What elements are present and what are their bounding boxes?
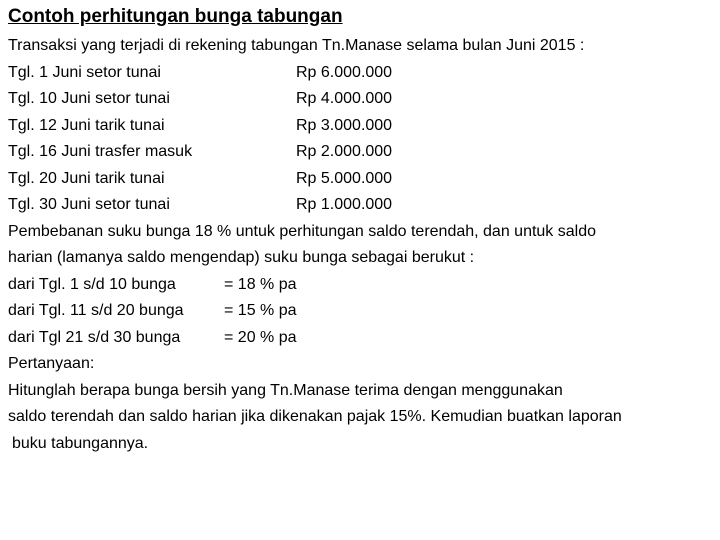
page-title: Contoh perhitungan bunga tabungan — [8, 6, 343, 27]
transaction-list — [8, 60, 714, 219]
transaction-row — [8, 113, 714, 140]
rate-period: dari Tgl 21 s/d 30 bunga — [8, 328, 181, 346]
transaction-desc: Tgl. 20 Juni tarik tunai — [8, 169, 165, 187]
rate-value: = 20 % pa — [224, 328, 297, 346]
transaction-amount: Rp 4.000.000 — [296, 90, 393, 107]
transaction-row — [8, 166, 714, 193]
transaction-amount: Rp 2.000.000 — [296, 143, 393, 160]
transaction-amount: Rp 3.000.000 — [296, 116, 393, 134]
transaction-row — [8, 60, 714, 87]
question-line-3: buku tabungannya. — [12, 434, 149, 452]
rate-value: = 15 % pa — [224, 302, 297, 319]
transaction-desc: Tgl. 30 Juni setor tunai — [8, 196, 170, 213]
rate-period: dari Tgl. 11 s/d 20 bunga — [8, 302, 184, 319]
transaction-row — [8, 86, 714, 113]
rate-row — [8, 298, 714, 325]
transaction-amount: Rp 1.000.000 — [296, 196, 393, 213]
rate-row — [8, 325, 714, 352]
slide-body — [8, 33, 714, 457]
transaction-amount: Rp 6.000.000 — [296, 63, 393, 81]
transaction-desc: Tgl. 16 Juni trasfer masuk — [8, 143, 193, 160]
interest-note-line-1: Pembebanan suku bunga 18 % untuk perhitungan saldo terendah, dan untuk saldo — [8, 222, 596, 240]
transaction-desc: Tgl. 1 Juni setor tunai — [8, 63, 161, 81]
rate-period: dari Tgl. 1 s/d 10 bunga — [8, 275, 176, 293]
interest-note-line-2: harian (lamanya saldo mengendap) suku bunga sebagai berukut : — [8, 249, 475, 266]
rate-list — [8, 272, 714, 352]
transaction-row — [8, 192, 714, 219]
question-line-2: saldo terendah dan saldo harian jika dikenakan pajak 15%. Kemudian buatkan laporan — [8, 408, 622, 425]
transaction-desc: Tgl. 10 Juni setor tunai — [8, 90, 170, 107]
transaction-desc: Tgl. 12 Juni tarik tunai — [8, 116, 165, 134]
intro-text: Transaksi yang terjadi di rekening tabungan Tn.Manase selama bulan Juni 2015 : — [8, 37, 585, 54]
transaction-row — [8, 139, 714, 166]
question-line-1: Hitunglah berapa bunga bersih yang Tn.Manase terima dengan menggunakan — [8, 381, 563, 399]
transaction-amount: Rp 5.000.000 — [296, 169, 393, 187]
rate-value: = 18 % pa — [224, 275, 297, 293]
question-label: Pertanyaan: — [8, 355, 95, 372]
rate-row — [8, 272, 714, 299]
